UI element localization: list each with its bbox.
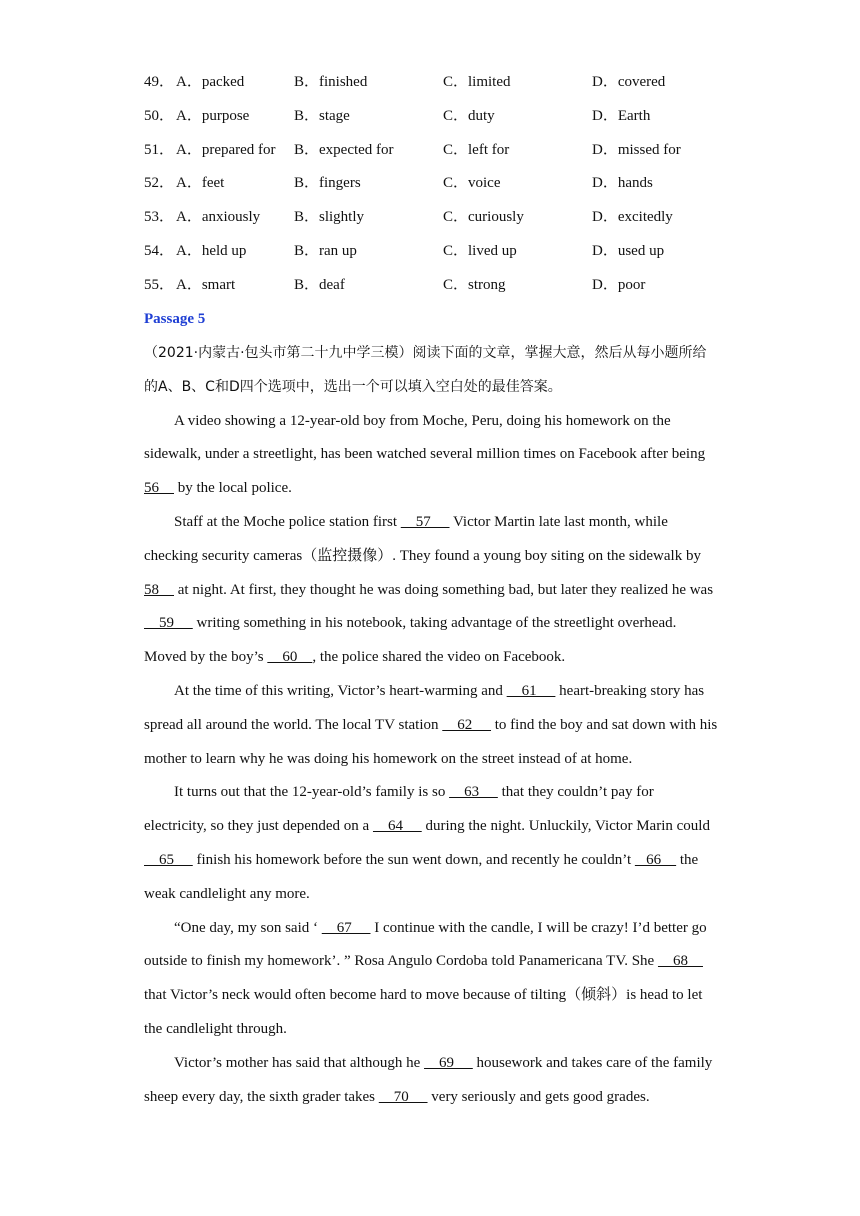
blank-69: 69 [424,1054,473,1071]
option-a: A．smart [176,276,236,293]
paragraph-2 [144,506,720,675]
question-number: 49． [144,74,175,90]
blank-61: 61 [506,682,556,699]
text-run: the weak candlelight any more. [144,851,699,902]
question-number: 50． [144,107,175,124]
option-d: D．hands [592,175,653,192]
paragraph-1 [144,405,720,506]
text-run: , the police shared the video on Facebook. [312,649,566,666]
option-c: C．limited [443,74,511,90]
text-run: I continue with the candle, I will be crazy! I’d better go outside to finish my homework’. ” Rosa Angulo Cordoba told Panamericana TV. She [144,919,707,970]
text-run: that Victor’s neck would often become hard to move because of tilting（倾斜）is head to let the candlelight through. [144,987,703,1037]
blank-68: 68 [657,953,703,970]
option-c: C．strong [443,276,506,293]
option-a: A．prepared for [176,141,276,158]
option-a: A．feet [176,175,225,192]
option-row-53 [144,205,744,239]
option-b: B．fingers [294,175,361,192]
text-run: A video showing a 12-year-old boy from Moche, Peru, doing his homework on the sidewalk, under a streetlight, has been watched several million times on Facebook after being [144,412,706,463]
text-run: Victor Martin late last month, while checking security cameras（监控摄像）. They found a young boy siting on the sidewalk by [144,513,701,564]
text-run: during the night. Unluckily, Victor Marin could [421,818,710,835]
option-a: A．held up [176,242,247,259]
text-run: at night. At first, they thought he was doing something bad, but later they realized he was [174,581,714,598]
blank-66: 66 [634,851,677,868]
option-c: C．voice [443,175,501,192]
blank-67: 67 [321,919,371,936]
text-run: At the time of this writing, Victor’s heart-warming and [174,682,507,699]
text-run: very seriously and gets good grades. [427,1088,650,1105]
option-a: A．anxiously [176,209,261,226]
option-a: A．packed [176,74,245,90]
passage-body [144,337,720,1114]
option-row-51 [144,138,744,172]
passage-heading: Passage 5 [144,311,206,327]
paragraph-4 [144,776,720,911]
option-d: D．Earth [592,107,651,124]
option-d: D．missed for [592,141,681,158]
text-run: “One day, my son said ‘ [174,919,322,936]
option-c: C．duty [443,107,495,124]
blank-65: 65 [144,851,193,868]
option-d: D．excitedly [592,209,673,226]
blank-59: 59 [144,615,193,632]
blank-70: 70 [378,1088,428,1105]
blank-63: 63 [449,784,498,801]
paragraph-6 [144,1047,720,1115]
text-run: Staff at the Moche police station first [174,513,401,530]
option-c: C．lived up [443,242,517,259]
option-row-54 [144,239,744,273]
question-number: 51． [144,141,175,158]
option-d: D．covered [592,74,666,90]
option-c: C．left for [443,141,510,158]
answer-options [144,70,744,307]
blank-60: 60 [267,649,313,666]
blank-62: 62 [442,716,492,733]
option-b: B．finished [294,74,368,90]
blank-58: 58 [144,581,174,598]
text-run: to find the boy and sat down with his mother to learn why he was doing his homework on the street instead of at home. [144,716,718,767]
paragraph-3 [144,675,720,776]
question-number: 52． [144,175,175,192]
paragraph-5 [144,912,720,1047]
option-row-49 [144,70,744,104]
option-row-55 [144,273,744,307]
question-number: 55． [144,276,175,293]
blank-64: 64 [372,818,422,835]
text-run: writing something in his notebook, taking advantage of the streetlight overhead. Moved by the boy’s [144,615,677,666]
passage-instructions: （2021·内蒙古·包头市第二十九中学三模）阅读下面的文章，掌握大意，然后从每小题所给的A、B、C和D四个选项中，选出一个可以填入空白处的最佳答案。 [144,345,707,395]
option-d: D．used up [592,242,665,259]
text-run: that they couldn’t pay for electricity, so they just depended on a [144,784,654,835]
text-run: housework and takes care of the family sheep every day, the sixth grader takes [144,1054,713,1105]
question-number: 54． [144,242,175,259]
option-b: B．expected for [294,141,394,158]
option-row-50 [144,104,744,138]
option-c: C．curiously [443,209,524,226]
option-b: B．deaf [294,276,345,293]
option-b: B．ran up [294,242,357,259]
text-run: finish his homework before the sun went down, and recently he couldn’t [192,851,635,868]
option-row-52 [144,171,744,205]
option-b: B．stage [294,107,350,124]
text-run: heart-breaking story has spread all around the world. The local TV station [144,682,705,733]
option-d: D．poor [592,276,646,293]
option-a: A．purpose [176,107,250,124]
text-run: Victor’s mother has said that although he [174,1054,425,1071]
option-b: B．slightly [294,209,365,226]
question-number: 53． [144,209,175,226]
text-run: It turns out that the 12-year-old’s family is so [174,784,450,801]
text-run: by the local police. [174,480,292,497]
blank-56: 56 [144,480,174,497]
blank-57: 57 [400,513,450,530]
